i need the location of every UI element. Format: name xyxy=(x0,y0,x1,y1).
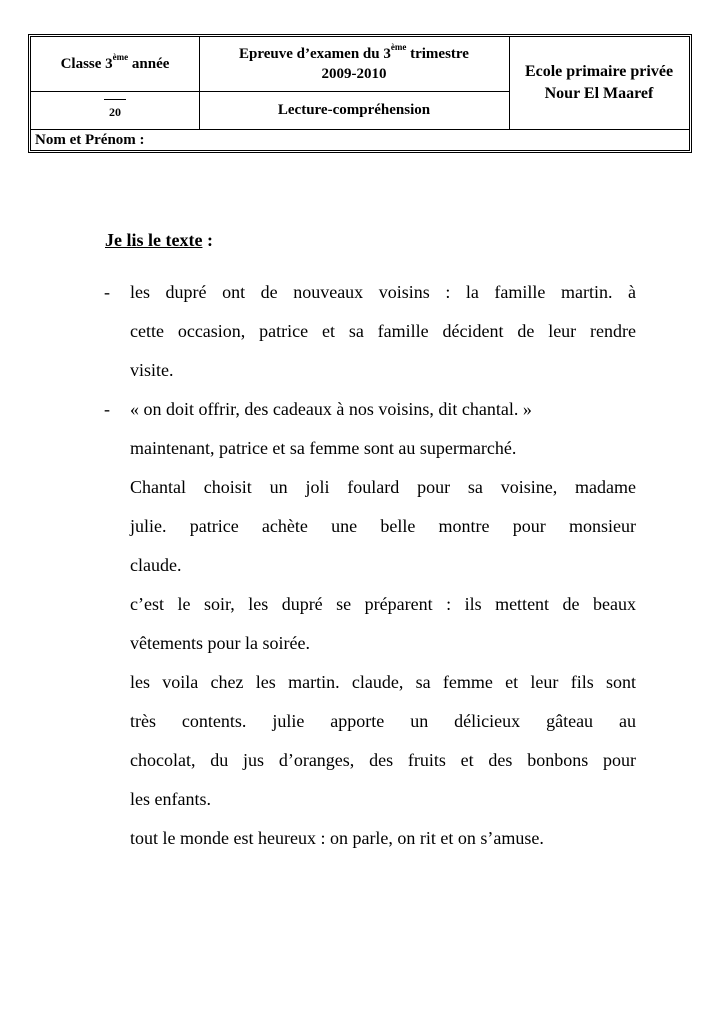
text-line: claude. xyxy=(130,555,182,575)
exam-title: Epreuve d’examen du 3ème trimestre 2009-2010 xyxy=(239,42,469,82)
score-box xyxy=(31,91,199,129)
subject-label: Lecture-compréhension xyxy=(277,102,431,118)
school-name: Ecole primaire privée Nour El Maaref xyxy=(524,63,674,102)
text-line: les dupré ont de nouveaux voisins : la famille martin. à xyxy=(130,282,636,302)
text-line: très contents. julie apporte un délicieux gâteau au xyxy=(130,711,636,731)
text-line: visite. xyxy=(130,360,174,380)
text-line: chocolat, du jus d’oranges, des fruits et des bonbons pour xyxy=(130,750,636,770)
text-line: vêtements pour la soirée. xyxy=(130,633,310,653)
bullet-dash: - xyxy=(104,399,110,419)
text-line: les voila chez les martin. claude, sa femme et leur fils sont xyxy=(130,672,636,692)
text-line: « on doit offrir, des cadeaux à nos voisins, dit chantal. » xyxy=(130,399,532,419)
text-line: tout le monde est heureux : on parle, on rit et on s’amuse. xyxy=(130,828,544,848)
class-label: Classe 3ème année xyxy=(60,52,170,72)
text-line: Chantal choisit un joli foulard pour sa voisine, madame xyxy=(130,477,636,497)
text-line: les enfants. xyxy=(130,789,211,809)
text-line: c’est le soir, les dupré se préparent : ils mettent de beaux xyxy=(130,594,636,614)
text-line: julie. patrice achète une belle montre pour monsieur xyxy=(130,516,636,536)
text-line: cette occasion, patrice et sa famille décident de leur rendre xyxy=(130,321,636,341)
text-line: maintenant, patrice et sa femme sont au supermarché. xyxy=(130,438,517,458)
name-field-label: Nom et Prénom : xyxy=(35,131,145,148)
exam-year: 2009-2010 xyxy=(321,66,387,82)
bullet-dash: - xyxy=(104,282,110,302)
exam-header-table xyxy=(28,34,692,153)
section-title: Je lis le texte : xyxy=(105,230,213,250)
score-total: 20 xyxy=(109,104,121,119)
